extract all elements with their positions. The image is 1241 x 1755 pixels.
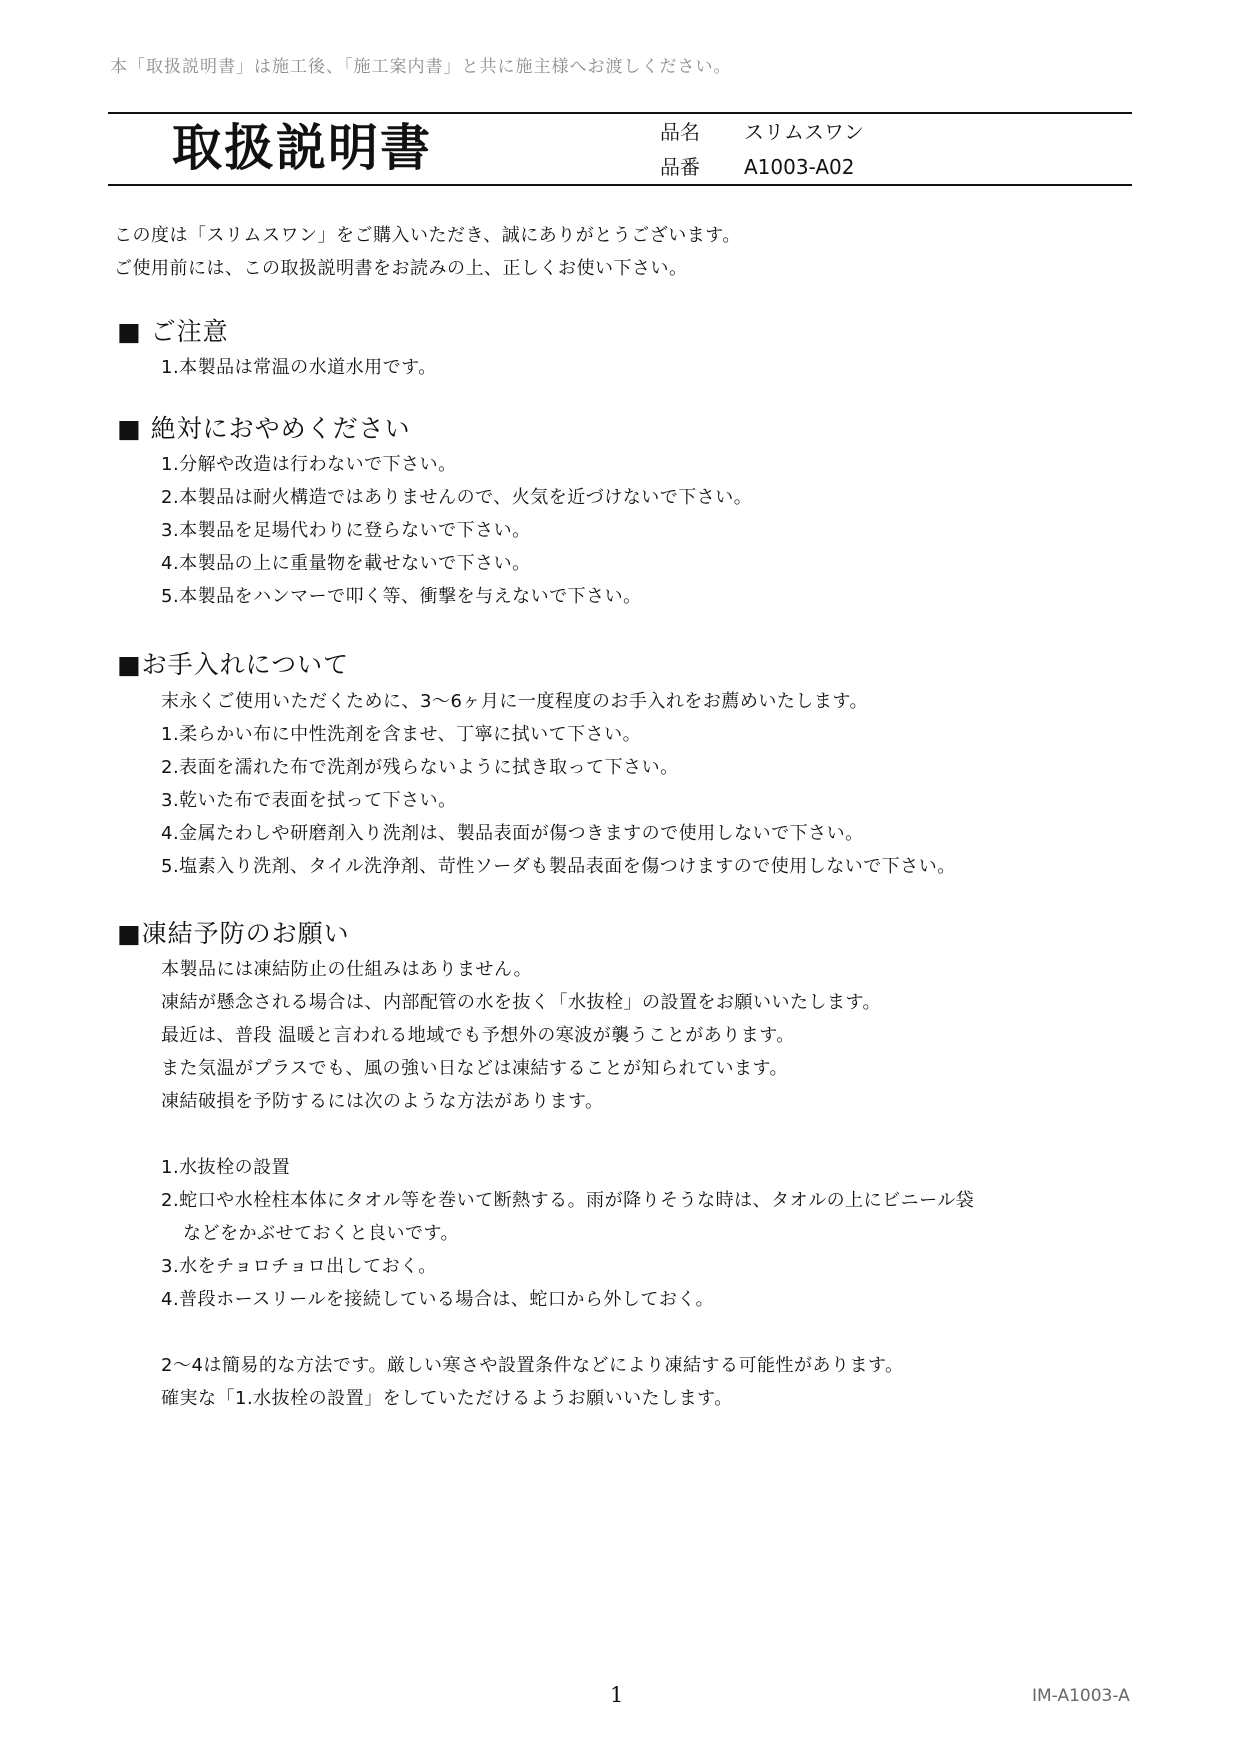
header-bottom-rule [108,184,1132,186]
freeze-paragraph-line: 凍結破損を予防するには次のような方法があります。 [161,1091,604,1112]
freeze-closing-line: 2～4は簡易的な方法です。厳しい寒さや設置条件などにより凍結する可能性があります。 [161,1355,904,1376]
freeze-heading: ■凍結予防のお願い [117,919,350,948]
freeze-paragraph-line: また気温がプラスでも、風の強い日などは凍結することが知られています。 [161,1058,789,1079]
caution-item: 1.本製品は常温の水道水用です。 [161,357,437,378]
freeze-method-line: などをかぶせておくと良いです。 [183,1223,460,1244]
freeze-paragraph-line: 最近は、普段 温暖と言われる地域でも予想外の寒波が襲うことがあります。 [161,1025,795,1046]
freeze-method-line: 4.普段ホースリールを接続している場合は、蛇口から外しておく。 [161,1289,715,1310]
freeze-paragraph-line: 凍結が懸念される場合は、内部配管の水を抜く「水抜栓」の設置をお願いいたします。 [161,992,882,1013]
freeze-method-line: 1.水抜栓の設置 [161,1157,291,1178]
prohibited-item: 5.本製品をハンマーで叩く等、衝撃を与えないで下さい。 [161,586,642,607]
freeze-method-line: 3.水をチョロチョロ出しておく。 [161,1256,437,1277]
freeze-closing-line: 確実な「1.水抜栓の設置」をしていただけるようお願いいたします。 [161,1388,733,1409]
handover-notice: 本「取扱説明書」は施工後、「施工案内書」と共に施主様へお渡しください。 [110,57,732,77]
document-title: 取扱説明書 [172,119,432,177]
product-number-label: 品番 [660,155,700,179]
intro-line: この度は「スリムスワン」をご購入いただき、誠にありがとうございます。 [114,225,741,246]
care-line: 3.乾いた布で表面を拭って下さい。 [161,790,457,811]
prohibited-item: 1.分解や改造は行わないで下さい。 [161,454,457,475]
document-code: IM-A1003-A [1032,1686,1130,1706]
header-top-rule [108,112,1132,114]
page-number: 1 [610,1683,624,1707]
freeze-method-line: 2.蛇口や水栓柱本体にタオル等を巻いて断熱する。雨が降りそうな時は、タオルの上にビニール袋 [161,1190,975,1211]
freeze-paragraph-line: 本製品には凍結防止の仕組みはありません。 [161,959,533,980]
product-number-value: A1003-A02 [744,155,855,179]
product-name-label: 品名 [660,120,700,144]
intro-line: ご使用前には、この取扱説明書をお読みの上、正しくお使い下さい。 [114,258,688,279]
product-name-value: スリムスワン [744,120,864,144]
care-line: 1.柔らかい布に中性洗剤を含ませ、丁寧に拭いて下さい。 [161,724,642,745]
care-line: 末永くご使用いただくために、3～6ヶ月に一度程度のお手入れをお薦めいたします。 [161,691,868,712]
care-line: 4.金属たわしや研磨剤入り洗剤は、製品表面が傷つきますので使用しないで下さい。 [161,823,864,844]
prohibited-heading: ■ 絶対におやめください [117,414,411,443]
prohibited-item: 2.本製品は耐火構造ではありませんので、火気を近づけないで下さい。 [161,487,753,508]
care-heading: ■お手入れについて [117,650,350,679]
care-line: 2.表面を濡れた布で洗剤が残らないように拭き取って下さい。 [161,757,679,778]
prohibited-item: 3.本製品を足場代わりに登らないで下さい。 [161,520,531,541]
prohibited-item: 4.本製品の上に重量物を載せないで下さい。 [161,553,531,574]
product-name-row [660,119,864,145]
care-line: 5.塩素入り洗剤、タイル洗浄剤、苛性ソーダも製品表面を傷つけますので使用しないで下さい。 [161,856,956,877]
caution-heading: ■ ご注意 [117,317,229,346]
product-number-row [660,154,855,180]
